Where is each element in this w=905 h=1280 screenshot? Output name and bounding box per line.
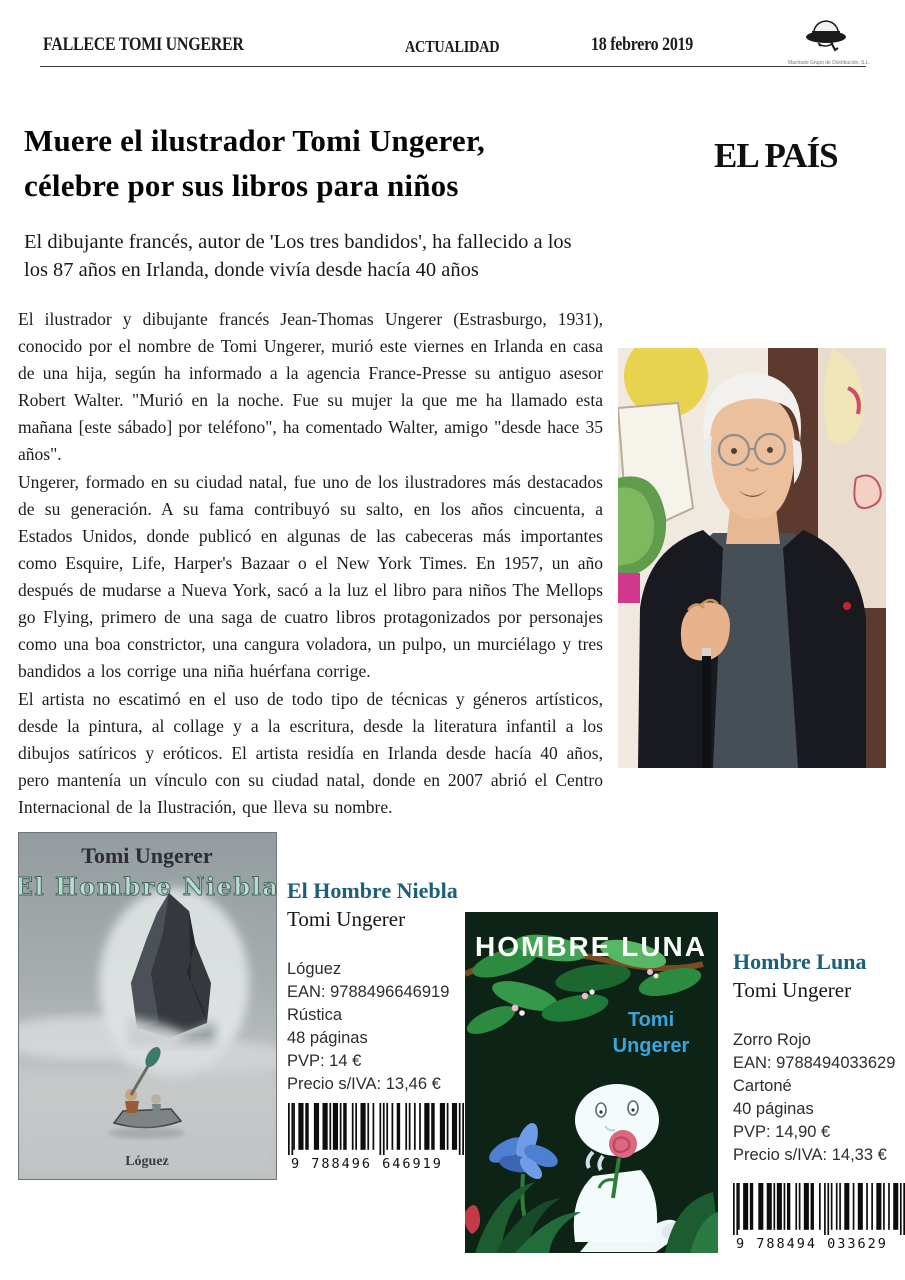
article-headline — [24, 118, 644, 208]
header-date-text: 18 febrero 2019 — [591, 34, 694, 55]
book1-pvp: PVP: 14 € — [287, 1052, 362, 1070]
book2-author: Tomi Ungerer — [733, 978, 852, 1002]
book1-publisher: Lóguez — [287, 960, 342, 978]
headline-line-1: Muere el ilustrador Tomi Ungerer, — [24, 123, 485, 158]
book2-barcode — [733, 1183, 905, 1253]
tomi-ungerer-photo — [618, 348, 886, 768]
machado-logo-caption: Machado Grupo de Distribución, S.L. — [788, 60, 870, 66]
book2-title: Hombre Luna — [733, 949, 867, 974]
headline-line-2: célebre por sus libros para niños — [24, 168, 459, 203]
book2-price-ex-vat: Precio s/IVA: 14,33 € — [733, 1146, 887, 1164]
book1-binding: Rústica — [287, 1006, 343, 1024]
el-pais-logo: EL PAÍS — [714, 136, 838, 175]
book1-barcode-bars — [288, 1103, 464, 1155]
book2-binding: Cartoné — [733, 1077, 792, 1095]
book2-barcode-bars — [733, 1183, 905, 1235]
book1-barcode — [288, 1103, 464, 1173]
book2-publisher: Zorro Rojo — [733, 1031, 811, 1049]
book1-price-ex-vat: Precio s/IVA: 13,46 € — [287, 1075, 441, 1093]
book2-barcode-number: 9 788494 033629 — [733, 1236, 891, 1252]
cover1-publisher-text: Lóguez — [125, 1154, 169, 1169]
book-cover-hombre-luna — [465, 912, 718, 1253]
subheadline-line-1: El dibujante francés, autor de 'Los tres bandidos', ha fallecido a los — [24, 231, 572, 253]
article-subheadline — [24, 228, 684, 284]
book-cover-el-hombre-niebla — [18, 832, 277, 1180]
article-paragraph-2: Ungerer, formado en su ciudad natal, fue uno de los ilustradores más destacados de su generación. A su fama contribuyó su salto, en los años cincuenta, a Estados Unidos, donde publicó en algunas de las cabeceras más importantes como Esquire, Life, Harper's Bazaar o el New York Times. En 1957, un año después de mudarse a Nueva York, sacó a la luz el libro para niños The Mellops go Flying, primero de una saga de cuatro libros protagonizados por personajes como una boa constrictor, una cangura voladora, un pulpo, un murciélago y tres bandidos a los corrige una niña huérfana corrige. — [18, 472, 603, 681]
cover2-author-line1: Tomi — [627, 1009, 675, 1031]
header-date — [591, 34, 712, 56]
cover1-author-text: Tomi Ungerer — [81, 843, 213, 868]
header-left-title-text: FALLECE TOMI UNGERER — [43, 34, 244, 55]
book2-pages: 40 páginas — [733, 1100, 814, 1118]
book1-author: Tomi Ungerer — [287, 907, 406, 931]
cover2-title-text: HOMBRE LUNA — [475, 931, 707, 962]
article-body — [18, 306, 603, 822]
book1-pages: 48 páginas — [287, 1029, 368, 1047]
machado-logo — [788, 14, 870, 66]
header-divider — [40, 66, 866, 67]
article-paragraph-1: El ilustrador y dibujante francés Jean-Thomas Ungerer (Estrasburgo, 1931), conocido por el nombre de Tomi Ungerer, murió este viernes en Irlanda en casa de una hija, según ha informado a la agencia France-Presse su antiguo asesor Robert Walter. "Murió en la noche. Fue su mujer la que me ha llamado esta mañana [este sábado] por teléfono", ha comentado Walter, amigo "desde hace 35 años". — [18, 309, 603, 464]
book2-details — [733, 949, 905, 1167]
book2-ean: EAN: 9788494033629 — [733, 1054, 896, 1072]
book1-barcode-number: 9 788496 646919 — [288, 1156, 446, 1172]
book1-ean: EAN: 9788496646919 — [287, 983, 450, 1001]
book1-title: El Hombre Niebla — [287, 878, 458, 903]
header-section-text: ACTUALIDAD — [405, 37, 500, 56]
header-section-label — [0, 37, 905, 57]
cover1-title-text: El Hombre Niebla — [19, 872, 276, 901]
book2-pvp: PVP: 14,90 € — [733, 1123, 831, 1141]
machado-man-hat-icon — [793, 14, 859, 54]
article-paragraph-3: El artista no escatimó en el uso de todo tipo de técnicas y géneros artísticos, desde la pintura, al collage y a la escritura, desde la literatura infantil a los dibujos satíricos y eróticos. El artista residía en Irlanda desde hacía 40 años, pero mantenía un vínculo con su ciudad natal, donde en 2007 abrió el Centro Internacional de la Ilustración, que lleva su nombre. — [18, 689, 603, 817]
subheadline-line-2: los 87 años en Irlanda, donde vivía desde hacía 40 años — [24, 259, 479, 281]
cover2-author-line2: Ungerer — [612, 1035, 690, 1057]
